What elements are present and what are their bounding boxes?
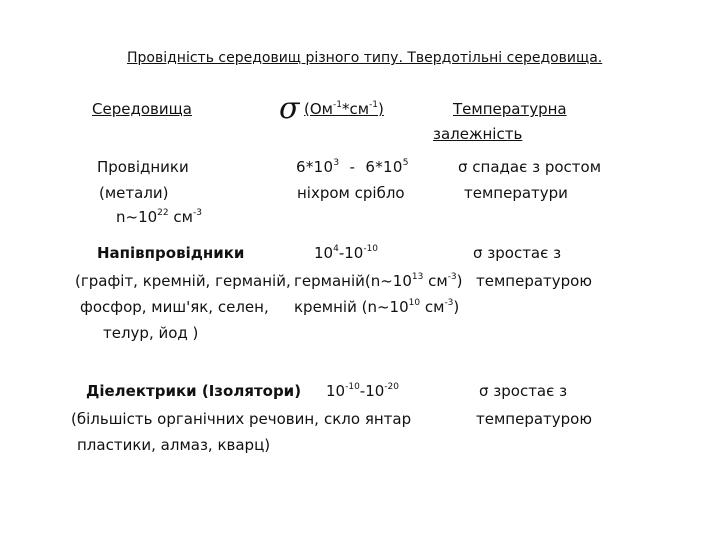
conductors-range: $6*10^3 - 6*10^5$ — [296, 158, 409, 176]
sigma-symbol-header: σ — [279, 91, 300, 126]
conductors-name: Провідники — [97, 158, 189, 176]
semiconductors-range: $10^4-10^{-10}$ — [314, 244, 379, 262]
semiconductors-list-line3: телур, йод ) — [103, 324, 199, 342]
header-medium: Середовища — [92, 100, 192, 118]
semiconductors-temp-line1: σ зростає з — [473, 244, 562, 262]
header-sigma-unit: $(Ом^{-1}*см^{-1})$ — [304, 100, 384, 118]
dielectrics-list-line1: (більшість органічних речовин, — [71, 410, 319, 428]
semiconductors-name: Напівпровідники — [97, 244, 245, 262]
dielectrics-temp-line2: температурою — [476, 410, 592, 428]
conductors-temp-line1: σ спадає з ростом — [458, 158, 602, 176]
dielectrics-list-line2: пластики, алмаз, кварц) — [77, 436, 271, 454]
dielectrics-examples: скло янтар — [324, 410, 412, 428]
dielectrics-temp-line1: σ зростає з — [479, 382, 568, 400]
conductors-sub: (метали) — [99, 184, 169, 202]
conductors-density: $n\sim 10^{22}$ $см^{-3}$ — [116, 208, 202, 226]
semiconductors-example-silicon: кремній ($n\sim 10^{10}$ $см^{-3}$) — [294, 298, 460, 316]
conductors-temp-line2: температури — [464, 184, 568, 202]
header-temperature-line2: залежність — [433, 125, 523, 143]
conductors-examples: ніхром срібло — [297, 184, 405, 202]
semiconductors-list-line2: фосфор, миш'як, селен, — [80, 298, 269, 316]
dielectrics-range: $10^{-10}-10^{-20}$ — [326, 382, 399, 400]
semiconductors-list-line1: (графіт, кремній, германій, — [75, 272, 291, 290]
semiconductors-example-germanium: $германій(n\sim 10^{13}$ $см^{-3}$) — [294, 272, 463, 290]
header-temperature-line1: Температурна — [453, 100, 567, 118]
semiconductors-temp-line2: температурою — [476, 272, 592, 290]
dielectrics-name: Діелектрики (Ізолятори) — [86, 382, 302, 400]
page-title: Провідність середовищ різного типу. Твердотільні середовища. — [127, 50, 603, 66]
